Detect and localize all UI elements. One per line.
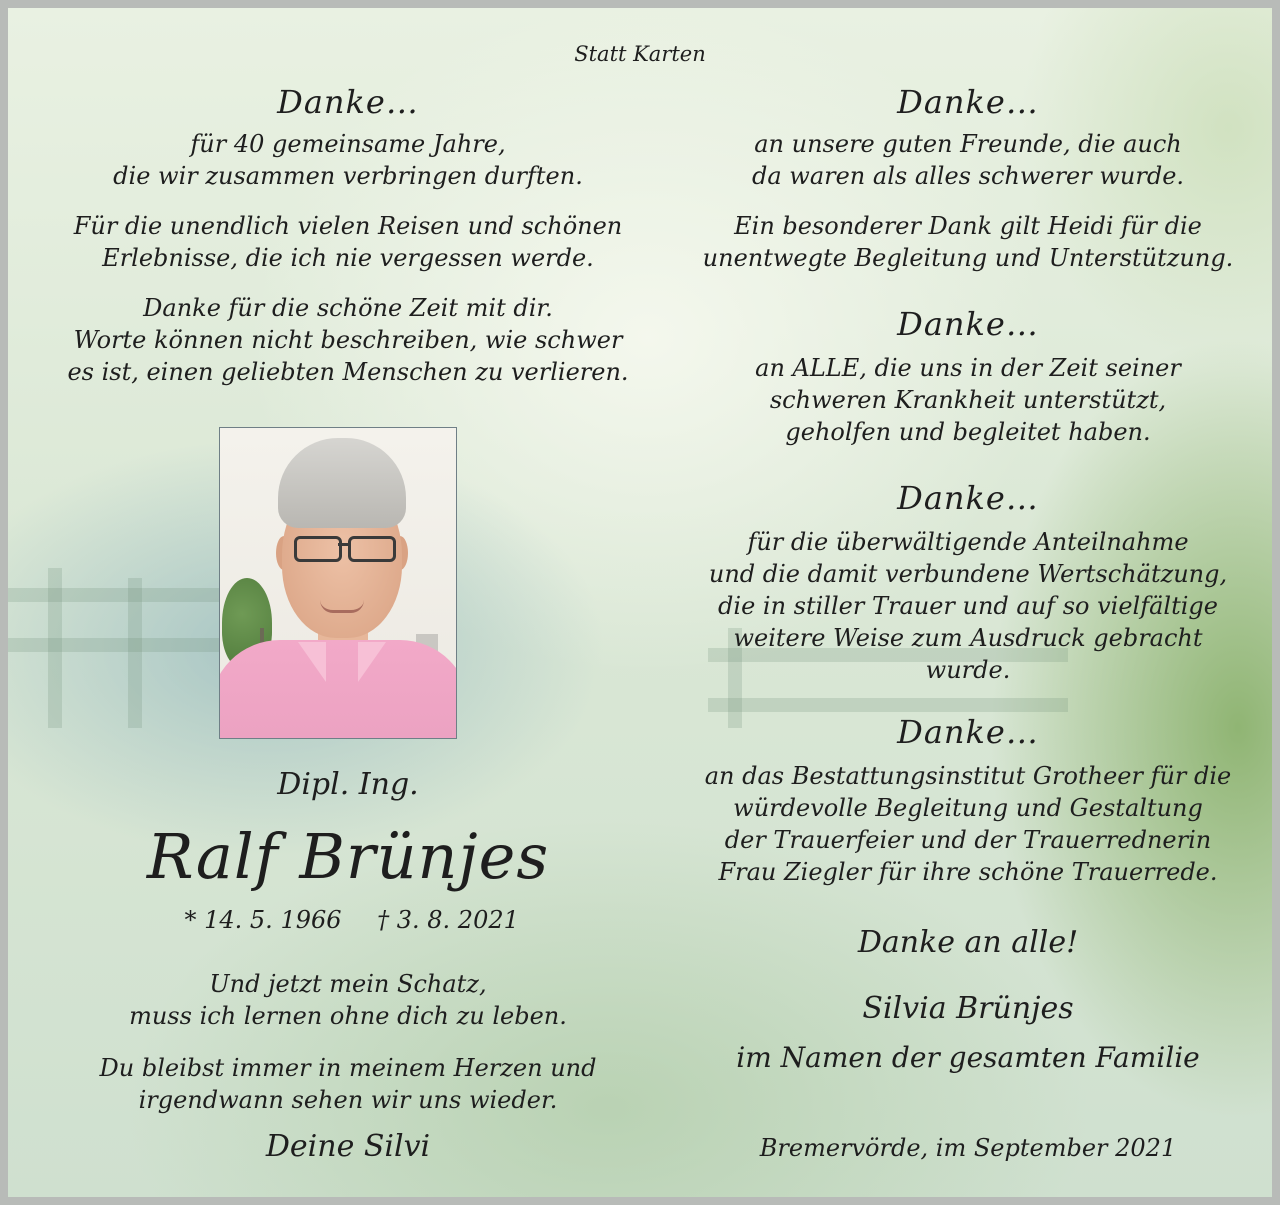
left-para1-line1: für 40 gemeinsame Jahre, [190, 130, 506, 158]
deceased-name: Ralf Brünjes [146, 820, 550, 893]
left-danke-heading: Danke… [277, 83, 419, 121]
deceased-title: Dipl. Ing. [277, 767, 419, 802]
place-and-date: Bremervörde, im September 2021 [759, 1134, 1177, 1162]
statt-karten: Statt Karten [574, 42, 706, 66]
thanks-to-all: Danke an alle! [857, 925, 1079, 960]
right-block2-line1: an ALLE, die uns in der Zeit seiner [755, 354, 1181, 382]
left-para3-line3: es ist, einen geliebten Menschen zu verlieren. [67, 358, 629, 386]
right-block2-line2: schweren Krankheit unterstützt, [769, 386, 1167, 414]
right-block4-line3: der Trauerfeier und der Trauerrednerin [724, 826, 1212, 854]
left-para4-line1: Und jetzt mein Schatz, [209, 970, 487, 998]
left-para4-line2: muss ich lernen ohne dich zu leben. [129, 1002, 567, 1030]
right-block4-line1: an das Bestattungsinstitut Grotheer für die [704, 762, 1232, 790]
left-para3-line2: Worte können nicht beschreiben, wie schwer [73, 326, 623, 354]
right-danke-heading-4: Danke… [897, 713, 1039, 751]
right-block4-line4: Frau Ziegler für ihre schöne Trauerrede. [718, 858, 1218, 886]
birth-date: * 14. 5. 1966 [184, 906, 342, 934]
left-para1-line2: die wir zusammen verbringen durften. [113, 162, 583, 190]
right-block3-line3: die in stiller Trauer und auf so vielfältige [718, 592, 1218, 620]
right-block3-line4: weitere Weise zum Ausdruck gebracht [733, 624, 1203, 652]
right-block4-line2: würdevolle Begleitung und Gestaltung [733, 794, 1203, 822]
sender-name: Silvia Brünjes [862, 991, 1074, 1026]
right-block3-line1: für die überwältigende Anteilnahme [747, 528, 1189, 556]
right-block2-line3: geholfen und begleitet haben. [785, 418, 1151, 446]
right-block1b-line1: Ein besonderer Dank gilt Heidi für die [734, 212, 1202, 240]
right-block1b-line2: unentwegte Begleitung und Unterstützung. [702, 244, 1234, 272]
right-danke-heading-1: Danke… [897, 83, 1039, 121]
death-date: † 3. 8. 2021 [377, 906, 519, 934]
right-block3-line2: und die damit verbundene Wertschätzung, [708, 560, 1228, 588]
portrait-photo [219, 427, 457, 739]
left-para5-line2: irgendwann sehen wir uns wieder. [138, 1086, 558, 1114]
right-danke-heading-2: Danke… [897, 305, 1039, 343]
left-para2-line1: Für die unendlich vielen Reisen und schönen [73, 212, 623, 240]
right-danke-heading-3: Danke… [897, 479, 1039, 517]
left-para5-line1: Du bleibst immer in meinem Herzen und [99, 1054, 597, 1082]
left-para2-line2: Erlebnisse, die ich nie vergessen werde. [102, 244, 594, 272]
right-block3-line5: wurde. [925, 656, 1011, 684]
sender-family: im Namen der gesamten Familie [736, 1041, 1200, 1074]
left-para3-line1: Danke für die schöne Zeit mit dir. [143, 294, 553, 322]
left-signature: Deine Silvi [265, 1129, 431, 1164]
right-block1-line2: da waren als alles schwerer wurde. [751, 162, 1185, 190]
right-block1-line1: an unsere guten Freunde, die auch [754, 130, 1182, 158]
